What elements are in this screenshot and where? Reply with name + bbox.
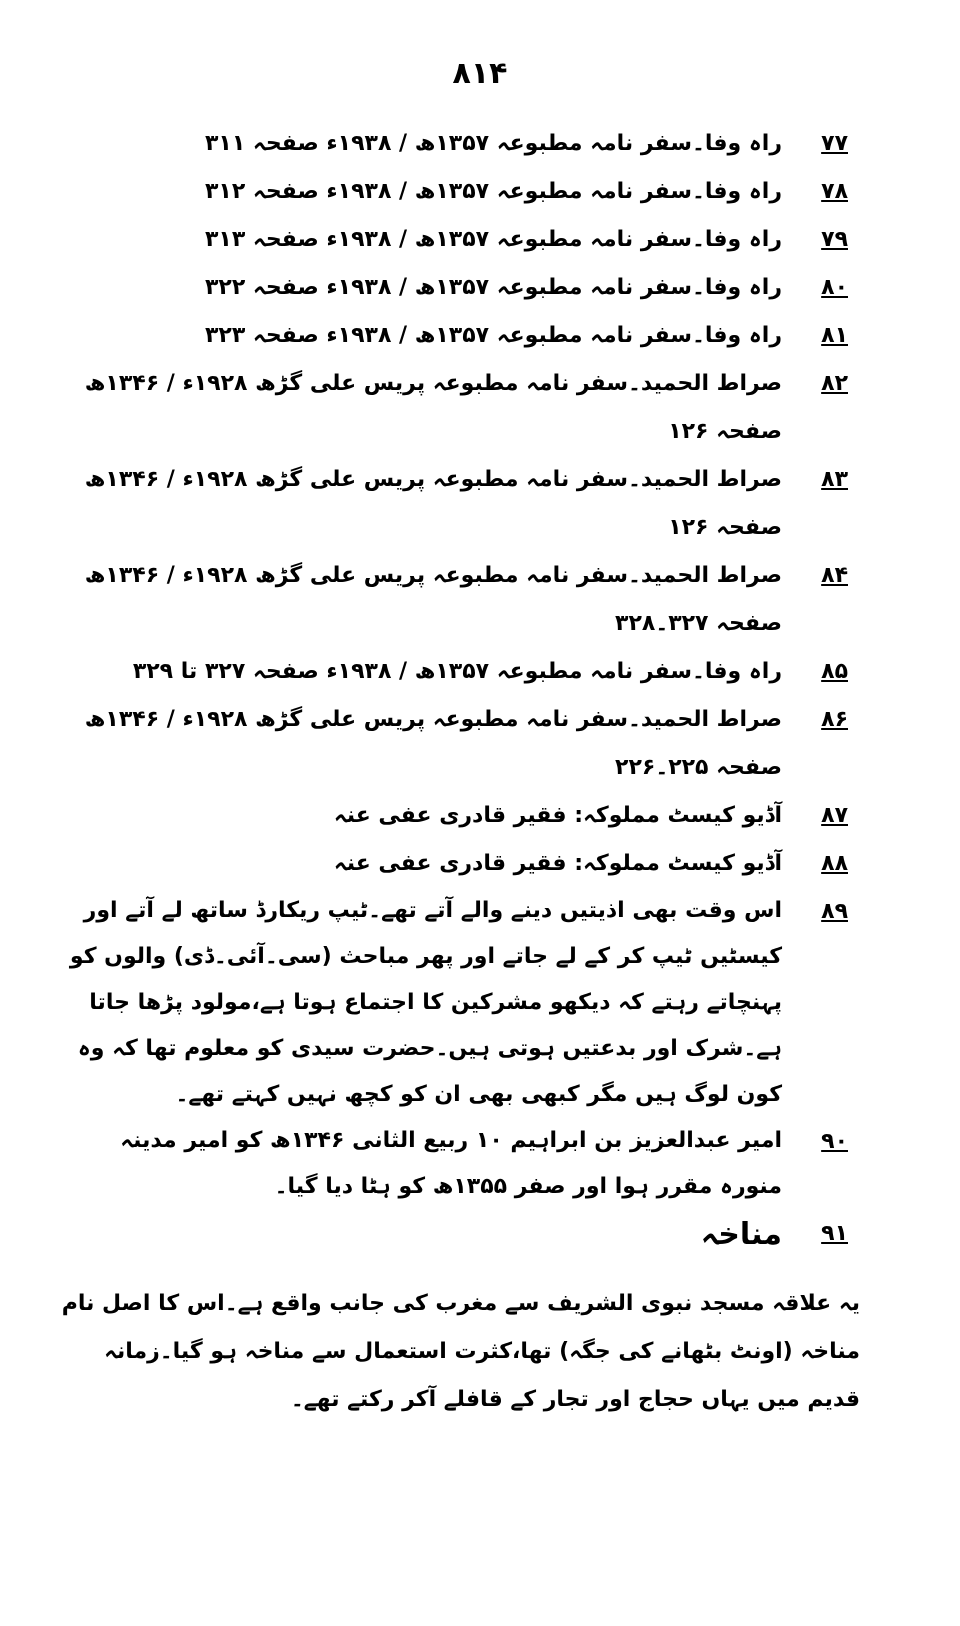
- footnote-text: امیر عبدالعزیز بن ابراہیم ۱۰ ربیع الثانی ۱۳۴۶ھ کو امیر مدینہ منورہ مقرر ہوا اور صفر ۱۳۵۵ھ کو ہٹا دیا گیا۔: [120, 1128, 782, 1199]
- footnote-item: [60, 360, 860, 456]
- footnote-number: ۹۰: [821, 1129, 848, 1154]
- footnote-number: ۸۲: [821, 371, 848, 396]
- footnote-text: راہ وفا۔سفر نامہ مطبوعہ ۱۳۵۷ھ / ۱۹۳۸ء صفحہ ۳۱۱: [204, 131, 782, 156]
- footnote-text: راہ وفا۔سفر نامہ مطبوعہ ۱۳۵۷ھ / ۱۹۳۸ء صفحہ ۳۲۲: [204, 275, 782, 300]
- footnote-item: [60, 888, 860, 1118]
- footnote-number: ۸۴: [821, 563, 848, 588]
- footnote-text: راہ وفا۔سفر نامہ مطبوعہ ۱۳۵۷ھ / ۱۹۳۸ء صفحہ ۳۱۲: [204, 179, 782, 204]
- footnote-item: [60, 1118, 860, 1210]
- footnote-text: صراط الحمید۔سفر نامہ مطبوعہ پریس علی گڑھ ۱۹۲۸ء / ۱۳۴۶ھ صفحہ ۱۲۶: [84, 467, 782, 540]
- footnote-item: [60, 312, 860, 360]
- footnote-number: ۸۶: [821, 707, 848, 732]
- section-paragraph: یہ علاقہ مسجد نبوی الشریف سے مغرب کی جانب واقع ہے۔اس کا اصل نام مناخہ (اونٹ بٹھانے کی جگہ) تھا،کثرت استعمال سے مناخہ ہو گیا۔زمانہ قدیم میں یہاں حجاج اور تجار کے قافلے آکر رکتے تھے۔: [61, 1291, 860, 1412]
- footnote-text: آڈیو کیسٹ مملوکہ: فقیر قادری عفی عنہ: [333, 803, 782, 828]
- footnote-item: [60, 1210, 860, 1260]
- footnote-number: ۸۸: [821, 851, 848, 876]
- footnote-item: [60, 696, 860, 792]
- section-heading: مناخہ: [700, 1217, 782, 1252]
- footnote-item: [60, 120, 860, 168]
- footnote-text: راہ وفا۔سفر نامہ مطبوعہ ۱۳۵۷ھ / ۱۹۳۸ء صفحہ ۳۲۷ تا ۳۲۹: [132, 659, 782, 684]
- footnote-number: ۷۹: [821, 227, 848, 252]
- page-number: ۸۱۴: [452, 56, 508, 91]
- footnote-text: صراط الحمید۔سفر نامہ مطبوعہ پریس علی گڑھ ۱۹۲۸ء / ۱۳۴۶ھ صفحہ ۱۲۶: [84, 371, 782, 444]
- footnote-number: ۸۱: [821, 323, 848, 348]
- footnote-number: ۷۸: [821, 179, 848, 204]
- footnote-text: صراط الحمید۔سفر نامہ مطبوعہ پریس علی گڑھ ۱۹۲۸ء / ۱۳۴۶ھ صفحہ ۳۲۷۔۳۲۸: [84, 563, 782, 636]
- footnote-number: ۸۷: [821, 803, 848, 828]
- footnote-item: [60, 168, 860, 216]
- footnote-item: [60, 216, 860, 264]
- footnote-text: صراط الحمید۔سفر نامہ مطبوعہ پریس علی گڑھ ۱۹۲۸ء / ۱۳۴۶ھ صفحہ ۲۲۵۔۲۲۶: [84, 707, 782, 780]
- footnote-number: ۸۹: [821, 899, 848, 924]
- footnote-item: [60, 792, 860, 840]
- footnote-text: آڈیو کیسٹ مملوکہ: فقیر قادری عفی عنہ: [333, 851, 782, 876]
- footnote-item: [60, 552, 860, 648]
- footnote-item: [60, 456, 860, 552]
- footnote-item: [60, 264, 860, 312]
- footnote-number: ۷۷: [821, 131, 848, 156]
- footnote-number: ۸۳: [821, 467, 848, 492]
- footnote-text: راہ وفا۔سفر نامہ مطبوعہ ۱۳۵۷ھ / ۱۹۳۸ء صفحہ ۳۲۳: [204, 323, 782, 348]
- footnote-number: ۹۱: [821, 1221, 848, 1246]
- footnote-number: ۸۵: [821, 659, 848, 684]
- footnote-item: [60, 840, 860, 888]
- footnote-item: [60, 648, 860, 696]
- footnotes-list: [60, 120, 860, 1260]
- footnote-text: راہ وفا۔سفر نامہ مطبوعہ ۱۳۵۷ھ / ۱۹۳۸ء صفحہ ۳۱۳: [204, 227, 782, 252]
- footnote-text: اس وقت بھی اذیتیں دینے والے آتے تھے۔ٹیپ ریکارڈ ساتھ لے آتے اور کیسٹیں ٹیپ کر کے لے جاتے اور پھر مباحث (سی۔آئی۔ڈی) والوں کو پہنچاتے رہتے کہ دیکھو مشرکین کا اجتماع ہوتا ہے،مولود پڑھا جاتا ہے۔شرک اور بدعتیں ہوتی ہیں۔حضرت سیدی کو معلوم تھا کہ وہ کون لوگ ہیں مگر کبھی بھی ان کو کچھ نہیں کہتے تھے۔: [69, 898, 782, 1107]
- footnote-number: ۸۰: [821, 275, 848, 300]
